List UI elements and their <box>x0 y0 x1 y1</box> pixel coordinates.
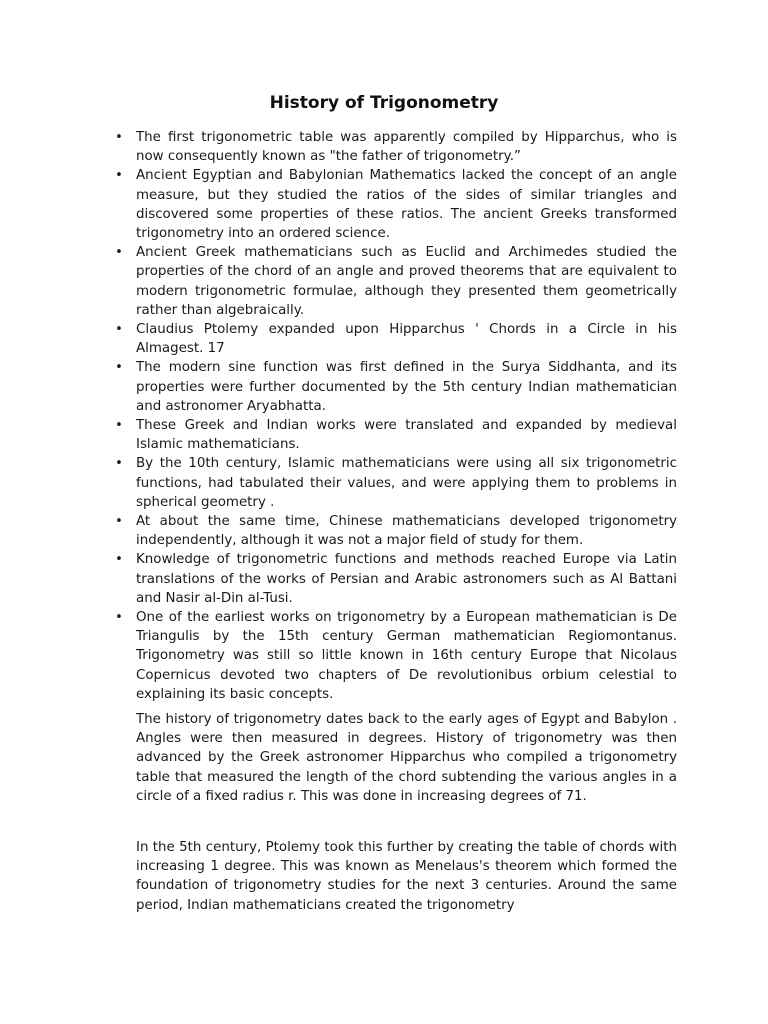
list-item <box>115 243 677 320</box>
body-paragraph: The history of trigonometry dates back to the early ages of Egypt and Babylon . Angles were then measured in degrees. History of trigonometry was then advanced by the Greek astronomer Hipparchus who compiled a trigonometry table that measured the length of the chord subtending the various angles in a circle of a fixed radius r. This was done in increasing degrees of 71. <box>136 712 677 804</box>
list-item <box>115 454 677 512</box>
list-item-text: Knowledge of trigonometric functions and methods reached Europe via Latin translations of the works of Persian and Arabic astronomers such as Al Battani and Nasir al-Din al-Tusi. <box>136 552 677 606</box>
bullet-icon: • <box>115 168 123 184</box>
page-title: History of Trigonometry <box>269 93 499 113</box>
bullet-icon: • <box>115 456 123 472</box>
bullet-icon: • <box>115 552 123 568</box>
list-item-text: Ancient Greek mathematicians such as Euclid and Archimedes studied the properties of the chord of an angle and proved theorems that are equivalent to modern trigonometric formulae, although they presented them geometrically rather than algebraically. <box>136 245 677 318</box>
list-item-text: At about the same time, Chinese mathematicians developed trigonometry independently, although it was not a major field of study for them. <box>136 514 677 549</box>
list-item-text: One of the earliest works on trigonometry by a European mathematician is De Triangulis by the 15th century German mathematician Regiomontanus. Trigonometry was still so little known in 16th century Europe that Nicolaus Copernicus devoted two chapters of De revolutionibus orbium celestial to explaining its basic concepts. <box>136 610 677 702</box>
list-item <box>115 358 677 416</box>
bullet-icon: • <box>115 322 123 338</box>
list-item <box>115 512 677 550</box>
list-item-text: These Greek and Indian works were translated and expanded by medieval Islamic mathematicians. <box>136 418 677 453</box>
list-item-text: The modern sine function was first defined in the Surya Siddhanta, and its properties were further documented by the 5th century Indian mathematician and astronomer Aryabhatta. <box>136 360 677 414</box>
list-item-text: The first trigonometric table was apparently compiled by Hipparchus, who is now consequently known as "the father of trigonometry.” <box>136 130 677 165</box>
list-item-text: By the 10th century, Islamic mathematicians were using all six trigonometric functions, had tabulated their values, and were applying them to problems in spherical geometry . <box>136 456 677 510</box>
list-item <box>115 128 677 166</box>
list-item <box>115 320 677 358</box>
bullet-icon: • <box>115 610 123 626</box>
bullet-icon: • <box>115 245 123 261</box>
list-item <box>115 166 677 243</box>
bullet-icon: • <box>115 418 123 434</box>
body-paragraph: In the 5th century, Ptolemy took this further by creating the table of chords with increasing 1 degree. This was known as Menelaus's theorem which formed the foundation of trigonometry studies for the next 3 centuries. Around the same period, Indian mathematicians created the trigonometry <box>136 840 677 913</box>
bullet-icon: • <box>115 130 123 145</box>
list-item <box>115 550 677 608</box>
list-item <box>115 416 677 454</box>
list-item <box>115 608 677 704</box>
bullet-icon: • <box>115 360 123 376</box>
list-item-text: Claudius Ptolemy expanded upon Hipparchus ' Chords in a Circle in his Almagest. 17 <box>136 322 677 357</box>
bullet-icon: • <box>115 514 123 530</box>
bullet-list <box>115 128 677 704</box>
list-item-text: Ancient Egyptian and Babylonian Mathematics lacked the concept of an angle measure, but they studied the ratios of the sides of similar triangles and discovered some properties of these ratios. The ancient Greeks transformed trigonometry into an ordered science. <box>136 168 677 242</box>
